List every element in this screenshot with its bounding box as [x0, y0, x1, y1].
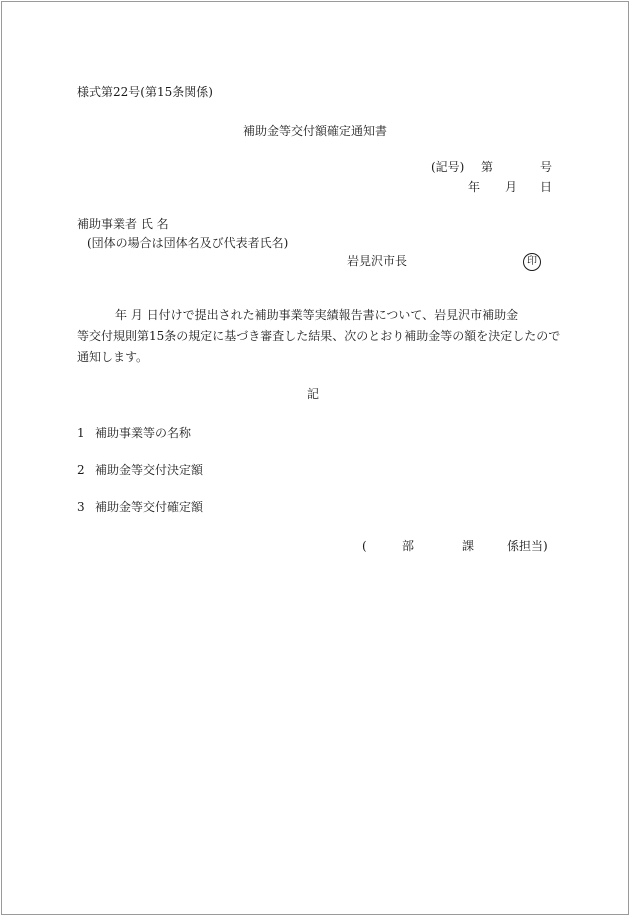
body-line-3: 通知します。: [77, 350, 149, 364]
form-number: 様式第22号(第15条関係): [77, 85, 213, 99]
date-year: 年: [468, 180, 481, 194]
contact-ka: 課: [462, 539, 475, 553]
body-paragraph: [77, 305, 561, 368]
item-1-label: 補助事業等の名称: [95, 426, 192, 440]
document-title: 補助金等交付額確定通知書: [243, 124, 388, 138]
date-day: 日: [540, 180, 553, 194]
reference-dai: 第: [481, 160, 494, 174]
contact-open-paren: (: [362, 539, 367, 553]
recipient-note: (団体の場合は団体名及び代表者氏名): [87, 236, 289, 250]
body-line-2: 等交付規則第15条の規定に基づき審査した結果、次のとおり補助金等の額を決定したので: [77, 329, 561, 343]
item-1-number: 1: [77, 426, 85, 440]
item-3-number: 3: [77, 500, 85, 514]
date-month: 月: [505, 180, 518, 194]
issuer-name: 岩見沢市長: [347, 254, 408, 268]
item-2-label: 補助金等交付決定額: [95, 463, 204, 477]
document-page: [1, 1, 629, 915]
item-2-number: 2: [77, 463, 85, 477]
recipient-label: 補助事業者 氏 名: [77, 217, 169, 231]
ki-heading: 記: [307, 387, 320, 401]
item-3-label: 補助金等交付確定額: [95, 500, 204, 514]
contact-kakari: 係担当): [507, 539, 548, 553]
reference-kigo: (記号): [431, 160, 465, 174]
body-line-1: 年 月 日付けで提出された補助事業等実績報告書について、岩見沢市補助金: [115, 308, 519, 322]
reference-go: 号: [540, 160, 553, 174]
contact-bu: 部: [402, 539, 415, 553]
seal-stamp: 印: [523, 253, 541, 271]
